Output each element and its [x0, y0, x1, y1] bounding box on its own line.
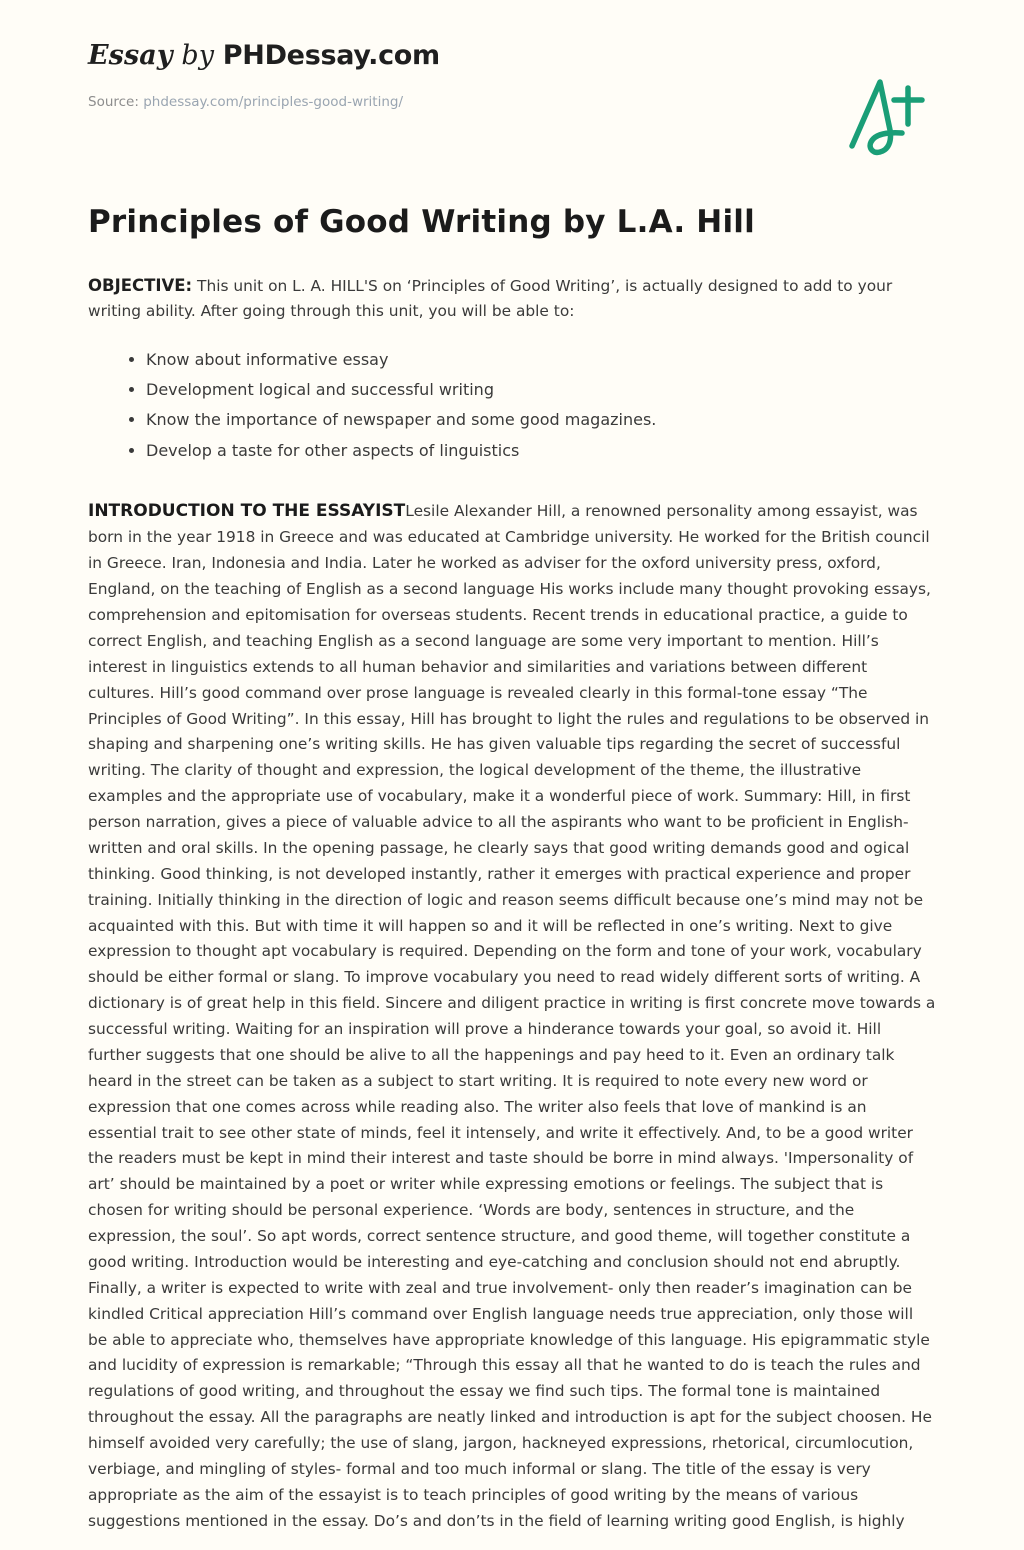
introduction-paragraph [88, 497, 936, 1535]
source-url-link[interactable]: phdessay.com/principles-good-writing/ [143, 94, 404, 111]
list-item: • Develop a taste for other aspects of linguistics [146, 438, 936, 463]
source-label: Source: [88, 94, 139, 111]
objective-bullet-list [88, 347, 936, 463]
section-heading: INTRODUCTION TO THE ESSAYIST [88, 500, 406, 521]
page-header [88, 40, 936, 150]
brand-essay-word: Essay [88, 40, 173, 71]
list-item: • Know about informative essay [146, 347, 936, 372]
source-line [88, 94, 936, 110]
introduction-body-text: Lesile Alexander Hill, a renowned personality among essayist, was born in the year 1918 in Greece and was educated at Cambridge university. He worked for the British council in Greece. Iran, Indonesia and India. Later he worked as adviser for the oxford university press, oxford, England, on the teaching of English as a second language His works include many thought provoking essays, comprehension and epitomisation for overseas students. Recent trends in educational practice, a guide to correct English, and teaching English as a second language are some very important to mention. Hill’s interest in linguistics extends to all human behavior and similarities and variations between different cultures. Hill’s good command over prose language is revealed clearly in this formal-tone essay “The Principles of Good Writing”. In this essay, Hill has brought to light the rules and regulations to be observed in shaping and sharpening one’s writing skills. He has given valuable tips regarding the secret of successful writing. The clarity of thought and expression, the logical development of the theme, the illustrative examples and the appropriate use of vocabulary, make it a wonderful piece of work. Summary: Hill, in first person narration, gives a piece of valuable advice to all the aspirants who want to be proficient in English-written and oral skills. In the opening passage, he clearly says that good writing demands good and ogical thinking. Good thinking, is not developed instantly, rather it emerges with practical experience and proper training. Initially thinking in the direction of logic and reason seems difficult because one’s mind may not be acquainted with this. But with time it will happen so and it will be reflected in one’s writing. Next to give expression to thought apt vocabulary is required. Depending on the form and tone of your work, vocabulary should be either formal or slang. To improve vocabulary you need to read widely different sorts of writing. A dictionary is of great help in this field. Sincere and diligent practice in writing is first concrete move towards a successful writing. Waiting for an inspiration will prove a hinderance towards your goal, so avoid it. Hill further suggests that one should be alive to all the happenings and pay heed to it. Even an ordinary talk heard in the street can be taken as a subject to start writing. It is required to note every new word or expression that one comes across while reading also. The writer also feels that love of mankind is an essential trait to see other state of minds, feel it intensely, and write it effectively. And, to be a good writer the readers must be kept in mind their interest and taste should be borre in mind always. 'Impersonality of art’ should be maintained by a poet or writer while expressing emotions or feelings. The subject that is chosen for writing should be personal experience. ‘Words are body, sentences in structure, and the expression, the soul’. So apt words, correct sentence structure, and good theme, will together constitute a good writing. Introduction would be interesting and eye-catching and conclusion should not end abruptly. Finally, a writer is expected to write with zeal and true involvement- only then reader’s imagination can be kindled Critical appreciation Hill’s command over English language needs true appreciation, only those will be able to appreciate who, themselves have appropriate knowledge of this language. His epigrammatic style and lucidity of expression is remarkable; “Through this essay all that he wanted to do is teach the rules and regulations of good writing, and throughout the essay we find such tips. The formal tone is maintained throughout the essay. All the paragraphs are neatly linked and introduction is apt for the subject choosen. He himself avoided very carefully; the use of slang, jargon, hackneyed expressions, rhetorical, circumlocution, verbiage, and mingling of styles- formal and too much informal or slang. The title of the essay is very appropriate as the aim of the essayist is to teach principles of good writing by the means of various suggestions mentioned in the essay. Do’s and don’ts in the field of learning writing good English, is highly [88, 501, 936, 1530]
objective-label: OBJECTIVE: [88, 276, 193, 295]
list-item: • Know the importance of newspaper and some good magazines. [146, 407, 936, 432]
brand-by-word: by [172, 40, 223, 71]
objective-text: This unit on L. A. HILL'S on ‘Principles of Good Writing’, is actually designed to add to your writing ability. After going through this unit, you will be able to: [88, 277, 893, 321]
page-title: Principles of Good Writing by L.A. Hill [88, 204, 755, 240]
site-brand [88, 40, 936, 72]
list-item: • Development logical and successful writing [146, 377, 936, 402]
a-plus-logo-icon [840, 66, 936, 162]
objective-paragraph [88, 272, 936, 325]
brand-site-name: PHDessay.com [222, 40, 440, 71]
